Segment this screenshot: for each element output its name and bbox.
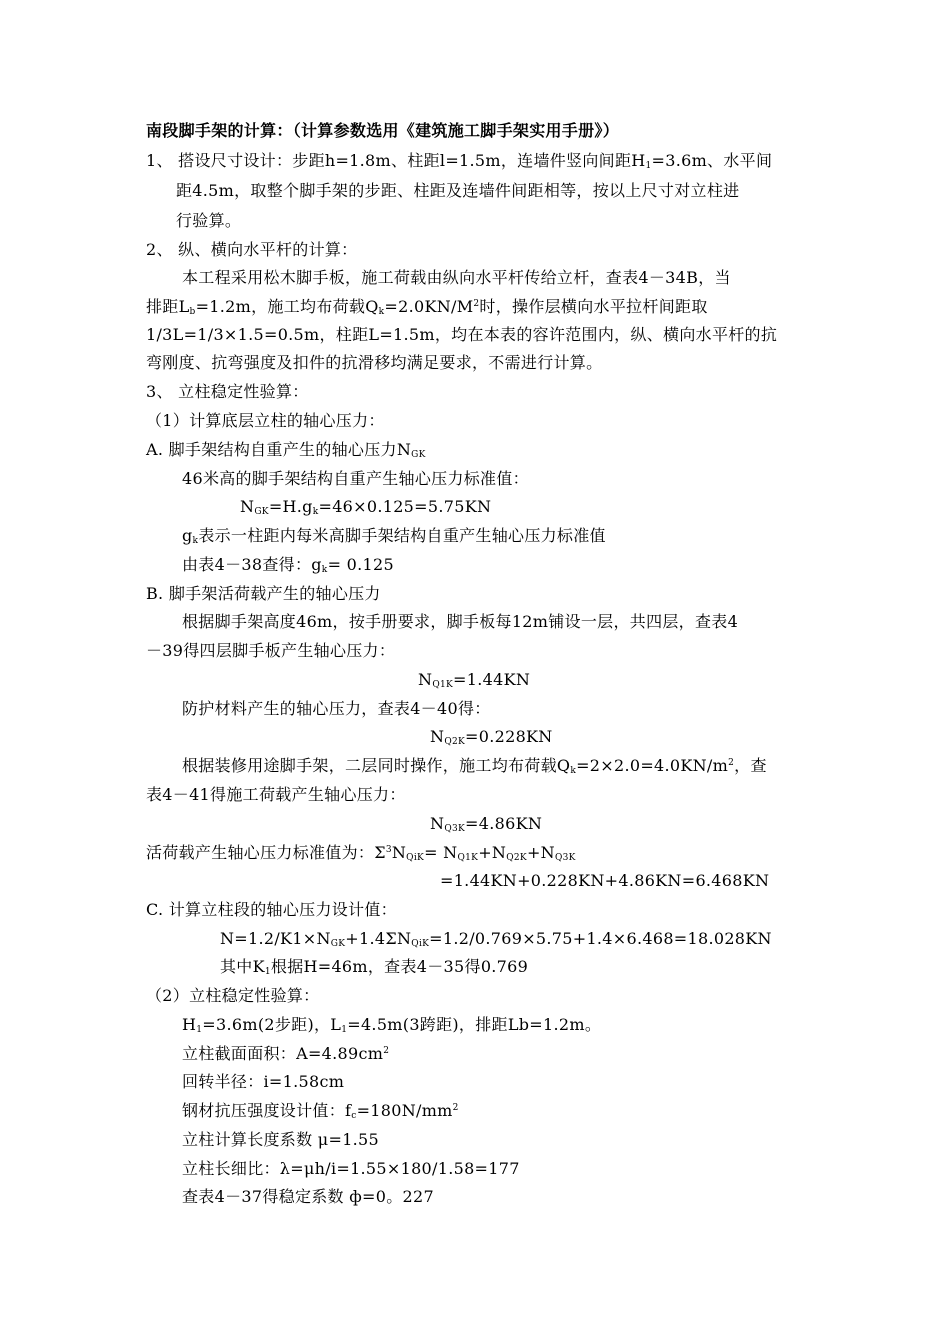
- section-1-line-2: 距4.5m，取整个脚手架的步距、柱距及连墙件间距相等，按以上尺寸对立柱进: [176, 181, 740, 200]
- check-line-2: 立柱截面面积：$A=4.89cm^2$: [182, 1044, 390, 1063]
- item-a-line-1: 46米高的脚手架结构自重产生轴心压力标准值：: [182, 469, 529, 488]
- section-2-para-line-2: 排距$L_b=1.2m$，施工均布荷载$Q_k=2.0KN/M^2$时，操作层横向水平拉杆间距取: [146, 297, 708, 317]
- section-3-heading: 3、 立柱稳定性验算：: [146, 382, 309, 401]
- item-b-sum-line-1: 活荷载产生轴心压力标准值为：$\Sigma^3N_{QiK}= N_{Q1K}+N_{Q2K}+N_{Q3K}$: [146, 843, 576, 863]
- check-line-7: 查表4－37得稳定系数 ф=0。227: [182, 1187, 434, 1206]
- subsection-2-heading: （2）立柱稳定性验算：: [146, 986, 320, 1005]
- check-line-5: 立柱计算长度系数 μ=1.55: [182, 1130, 380, 1149]
- item-b-formula-2: $N_{Q2K}=0.228KN$: [430, 727, 553, 747]
- section-1-line-1: 1、 搭设尺寸设计：步距h=1.8m、柱距l=1.5m，连墙件竖向间距$H_1=3.6m$、水平间: [146, 151, 773, 171]
- item-c-heading: C. 计算立柱段的轴心压力设计值：: [146, 900, 397, 919]
- item-b-para-line-3: 防护材料产生的轴心压力，查表4－40得：: [182, 699, 491, 718]
- section-2-heading: 2、 纵、横向水平杆的计算：: [146, 240, 358, 259]
- item-a-heading: A. 脚手架结构自重产生的轴心压力$N_{GK}$: [146, 440, 426, 460]
- item-c-line-2: 其中$K_1$根据H=46m，查表4－35得0.769: [220, 957, 529, 977]
- item-b-formula-1: $N_{Q1K}=1.44KN$: [418, 670, 531, 690]
- check-line-3: 回转半径：i=1.58cm: [182, 1072, 345, 1091]
- subsection-1-heading: （1）计算底层立柱的轴心压力：: [146, 411, 385, 430]
- item-b-para-line-4: 根据装修用途脚手架，二层同时操作，施工均布荷载$Q_k=2\times 2.0=4.0KN/m^2$，查: [182, 756, 767, 776]
- item-b-heading: B. 脚手架活荷载产生的轴心压力: [146, 584, 381, 603]
- item-b-para-line-2: －39得四层脚手板产生轴心压力：: [146, 641, 396, 660]
- section-2-para-line-1: 本工程采用松木脚手板，施工荷载由纵向水平杆传给立杆，查表4－34B，当: [182, 268, 731, 287]
- item-a-line-3: 由表4－38查得：$g_k= 0.125$: [182, 555, 394, 575]
- item-c-formula: $N=1.2/K1\times N_{GK}+1.4\Sigma N_{QiK}=1.2/0.769\times 5.75+1.4\times 6.468=18.028KN$: [220, 929, 772, 949]
- item-b-para-line-1: 根据脚手架高度46m，按手册要求，脚手板每12m铺设一层，共四层，查表4: [182, 612, 739, 631]
- item-b-para-line-5: 表4－41得施工荷载产生轴心压力：: [146, 785, 406, 804]
- section-2-para-line-3: 1/3L=1/3×1.5=0.5m，柱距L=1.5m，均在本表的容许范围内，纵、横向水平杆的抗: [146, 325, 778, 344]
- item-a-formula: $N_{GK}=H.g_k=46\times 0.125=5.75KN$: [240, 497, 492, 517]
- section-1-line-3: 行验算。: [176, 211, 242, 230]
- section-2-para-line-4: 弯刚度、抗弯强度及扣件的抗滑移均满足要求，不需进行计算。: [146, 353, 603, 372]
- item-b-sum-line-2: =1.44KN+0.228KN+4.86KN=6.468KN: [440, 871, 770, 890]
- check-line-6: 立柱长细比：λ=μh/i=1.55×180/1.58=177: [182, 1159, 520, 1178]
- item-a-line-2: $g_k$表示一柱距内每米高脚手架结构自重产生轴心压力标准值: [182, 526, 606, 546]
- check-line-4: 钢材抗压强度设计值：$f_c=180N/mm^2$: [182, 1101, 459, 1121]
- check-line-1: $H_1=3.6m(2$步距)，$L_1=4.5m(3$跨距)，排距Lb=1.2m。: [182, 1015, 602, 1035]
- item-b-formula-3: $N_{Q3K}=4.86KN$: [430, 814, 543, 834]
- doc-title: 南段脚手架的计算：（计算参数选用《建筑施工脚手架实用手册》）: [146, 121, 620, 140]
- section-1-number: 1、: [146, 151, 173, 170]
